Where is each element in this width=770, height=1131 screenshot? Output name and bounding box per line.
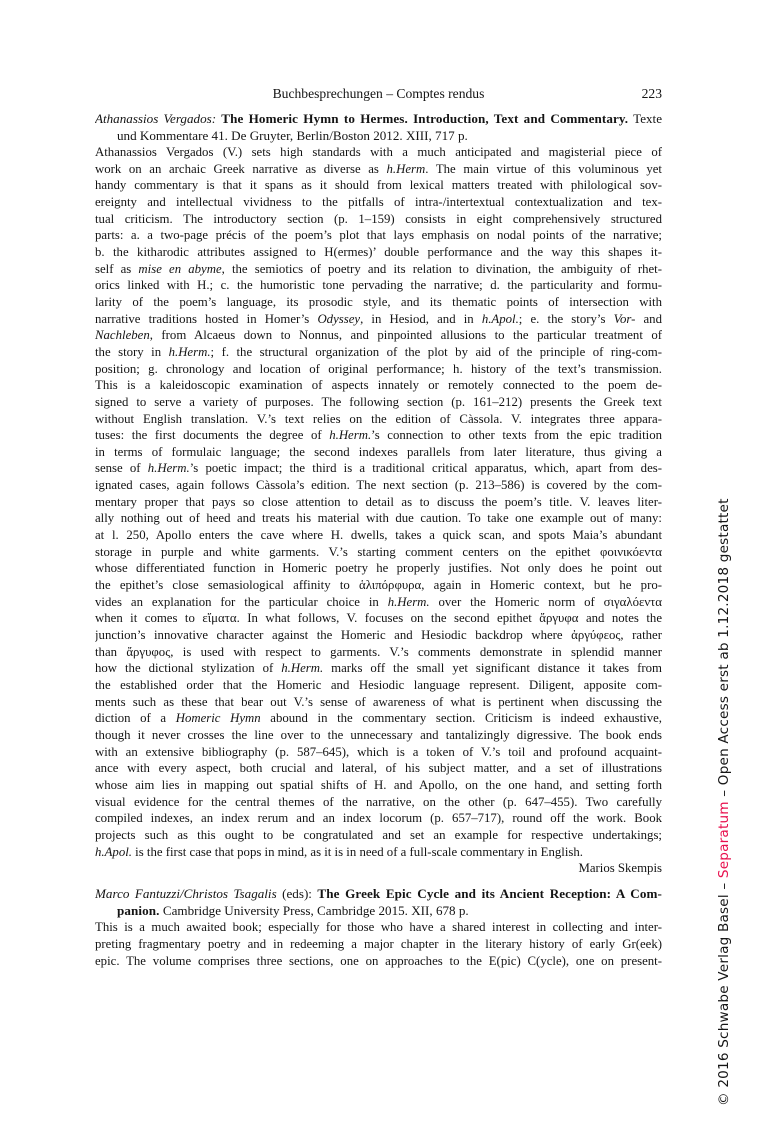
italic-text: Marco Fantuzzi/Christos Tsagalis — [95, 886, 277, 901]
review2 — [95, 885, 662, 969]
text-line: narrative traditions hosted in Homer’s Odyssey, in Hesiod, and in h.Apol.; e. the story’s Vor- and — [95, 311, 662, 326]
copyright-sidebar — [716, 498, 732, 1106]
italic-text: h.Herm. — [329, 428, 372, 443]
text-line: parts: a. a two-page précis of the poem’s plot that lays emphasis on nodal points of the narrative; — [95, 228, 662, 243]
text-line: though it never crosses the line over to the unnecessary and tantalizingly digressive. The book ends — [95, 727, 662, 742]
text-line: self as mise en abyme, the semiotics of poetry and its relation to divination, the ambiguity of rhet- — [95, 261, 662, 276]
text-line: whose aim lies in mapping out spatial shifts of H. and Apollo, on the one hand, and setting forth — [95, 777, 662, 792]
text-line: vides an explanation for the particular choice in h.Herm. over the Homeric norm of σιγαλόεντα — [95, 594, 662, 609]
sidebar-open-access-text: – Open Access erst ab 1.12.2018 gestattet — [716, 498, 732, 802]
text-line: mentary proper that pays so close attention to detail as to discuss the poem’s title. V. leaves liter- — [95, 494, 662, 509]
text-line: visual evidence for the central themes of the narrative, on the other (p. 647–455). Two carefully — [95, 794, 662, 809]
text-line: panion. Cambridge University Press, Cambridge 2015. XII, 678 p. — [117, 903, 469, 919]
italic-text: Vor- — [613, 311, 636, 326]
italic-text: h.Herm. — [281, 661, 324, 676]
italic-text: h.Herm. — [387, 594, 430, 609]
text-line: This is a much awaited book; especially for those who have a shared interest in collecting and inter- — [95, 920, 662, 935]
text-line: Nachleben, from Alcaeus down to Nonnus, and pinpointed allusions to the particular treatment of — [95, 328, 662, 343]
review1-body — [95, 144, 662, 860]
review1-heading — [95, 110, 662, 144]
text-line: compiled indexes, an index rerum and an index locorum (p. 657–717), round off the work. Book — [95, 811, 662, 826]
text-line: sense of h.Herm.’s poetic impact; the third is a traditional critical apparatus, which, apart from des- — [95, 461, 662, 476]
text-line: Marco Fantuzzi/Christos Tsagalis (eds): The Greek Epic Cycle and its Ancient Reception: A Com- — [95, 886, 662, 901]
text-line: signed to serve a variety of purposes. The following section (p. 161–212) presents the Greek text — [95, 394, 662, 409]
italic-text: Athanassios Vergados: — [95, 111, 217, 126]
text-line: how the dictional stylization of h.Herm. marks off the small yet significant distance it takes from — [95, 661, 662, 676]
text-line: tuses: the first documents the degree of h.Herm.’s connection to other texts from the epic tradition — [95, 428, 662, 443]
italic-text: Homeric Hymn — [175, 711, 261, 726]
text-line: This is a kaleidoscopic examination of aspects innately or remotely connected to the poem de- — [95, 378, 662, 393]
text-line: ance with every aspect, both crucial and lateral, of his subject matter, and a set of illustrations — [95, 761, 662, 776]
text-line: epic. The volume comprises three sections, one on approaches to the E(pic) C(ycle), one on present- — [95, 953, 662, 968]
review2-heading — [95, 885, 662, 919]
italic-text: h.Herm. — [168, 344, 211, 359]
text-line: preting fragmentary poetry and in redeeming a major chapter in the literary history of early Gr(eek) — [95, 937, 662, 952]
text-line: und Kommentare 41. De Gruyter, Berlin/Boston 2012. XIII, 717 p. — [117, 128, 468, 144]
italic-text: Nachleben — [95, 328, 150, 343]
sidebar-copyright-text: © 2016 Schwabe Verlag Basel – — [716, 878, 732, 1106]
review2-body — [95, 919, 662, 969]
text-line: handy commentary is that it spans as it should from lexical matters treated with philological sov- — [95, 178, 662, 193]
text-line: orics linked with H.; c. the humoristic tone pervading the narrative; d. the particularity and formu- — [95, 278, 662, 293]
review1-signature: Marios Skempis — [578, 861, 662, 875]
italic-text: mise en abyme — [138, 261, 222, 276]
italic-text: Odyssey — [317, 311, 361, 326]
italic-text: h.Apol. — [95, 844, 132, 859]
text-line: h.Apol. is the first case that pops in mind, as it is in need of a full-scale commentary in English. — [95, 844, 583, 859]
text-line: than ἄργυφος, is used with respect to garments. V.’s comments demonstrate in splendid manner — [95, 644, 662, 659]
text-line: storage in purple and white garments. V.’s starting comment centers on the epithet φοινικόεντα — [95, 544, 662, 559]
text-line: with an extensive bibliography (p. 587–645), which is a token of V.’s toil and profound acquaint- — [95, 744, 662, 759]
text-line: larity of the poem’s language, its prosodic style, and its thematic points of intersection with — [95, 294, 662, 309]
text-line: at l. 250, Apollo enters the cave where H. dwells, takes a quick scan, and spots Maia’s abundant — [95, 528, 662, 543]
bold-text: panion. — [117, 903, 160, 919]
text-line: the story in h.Herm.; f. the structural organization of the plot by aid of the principle of ring-com- — [95, 344, 662, 359]
text-line: Athanassios Vergados: The Homeric Hymn to Hermes. Introduction, Text and Commentary. Texte — [95, 111, 662, 126]
text-line: the established order that the Homeric and Hesiodic language represent. Diligent, apposite com- — [95, 678, 662, 692]
text-line: whose differentiated function in Homeric poetry he properly justifies. Not only does he point out — [95, 561, 662, 576]
text-line: diction of a Homeric Hymn abound in the commentary section. Criticism is indeed exhaustive, — [95, 711, 662, 726]
text-line: the epithet’s close semasiological affinity to ἁλιπόρφυρα, again in Homeric context, but he pro- — [95, 578, 662, 593]
text-line: ments such as these that bear out V.’s sense of awareness of what is pertinent when discussing the — [95, 694, 662, 709]
text-line: junction’s innovative character against the Homeric and Hesiodic backdrop where ἀργύφεος, rather — [95, 628, 662, 643]
text-line: in terms of formulaic language; the second indexes parallels from later literature, thus giving a — [95, 444, 662, 459]
text-line: work on an archaic Greek narrative as diverse as h.Herm. The main virtue of this voluminous yet — [95, 161, 662, 176]
italic-text: h.Herm. — [147, 461, 190, 476]
italic-text: h.Herm — [386, 161, 426, 176]
bold-text: The Greek Epic Cycle and its Ancient Reception: A Com- — [317, 886, 662, 901]
text-line: ignated cases, again follows Càssola’s edition. The next section (p. 213–586) is covered by the com- — [95, 478, 662, 493]
page-header — [95, 86, 662, 102]
text-line: tual criticism. The introductory section (p. 1–159) consists in eight comprehensively structured — [95, 211, 662, 226]
italic-text: h.Apol. — [481, 311, 519, 326]
sidebar-separatum: Separatum — [716, 801, 732, 879]
text-line: without English translation. V.’s text relies on the edition of Càssola. V. integrates three appara- — [95, 411, 662, 426]
text-line: position; g. chronology and location of original performance; h. history of the text’s transmission. — [95, 361, 662, 376]
page-number: 223 — [641, 86, 662, 101]
text-line: projects such as this ought to be congratulated and set an example for respective undertakings; — [95, 827, 662, 842]
text-line: ereignty and intellectual vividness to the pitfalls of intra-/intertextual contextualization and tex- — [95, 194, 662, 209]
running-head: Buchbesprechungen – Comptes rendus — [272, 86, 485, 101]
text-line: when it comes to εἵματα. In what follows, V. focuses on the second epithet ἄργυφα and notes the — [95, 611, 662, 626]
text-line: Athanassios Vergados (V.) sets high standards with a much anticipated and magisterial piece of — [95, 145, 662, 159]
text-line: b. the kitharodic attributes assigned to H(ermes)’ double performance and the way this shapes it- — [95, 244, 662, 259]
text-line: ally nothing out of heed and treats his material with due caution. To take one example out of many: — [95, 511, 662, 526]
bold-text: The Homeric Hymn to Hermes. Introduction, Text and Commentary. — [221, 111, 629, 126]
